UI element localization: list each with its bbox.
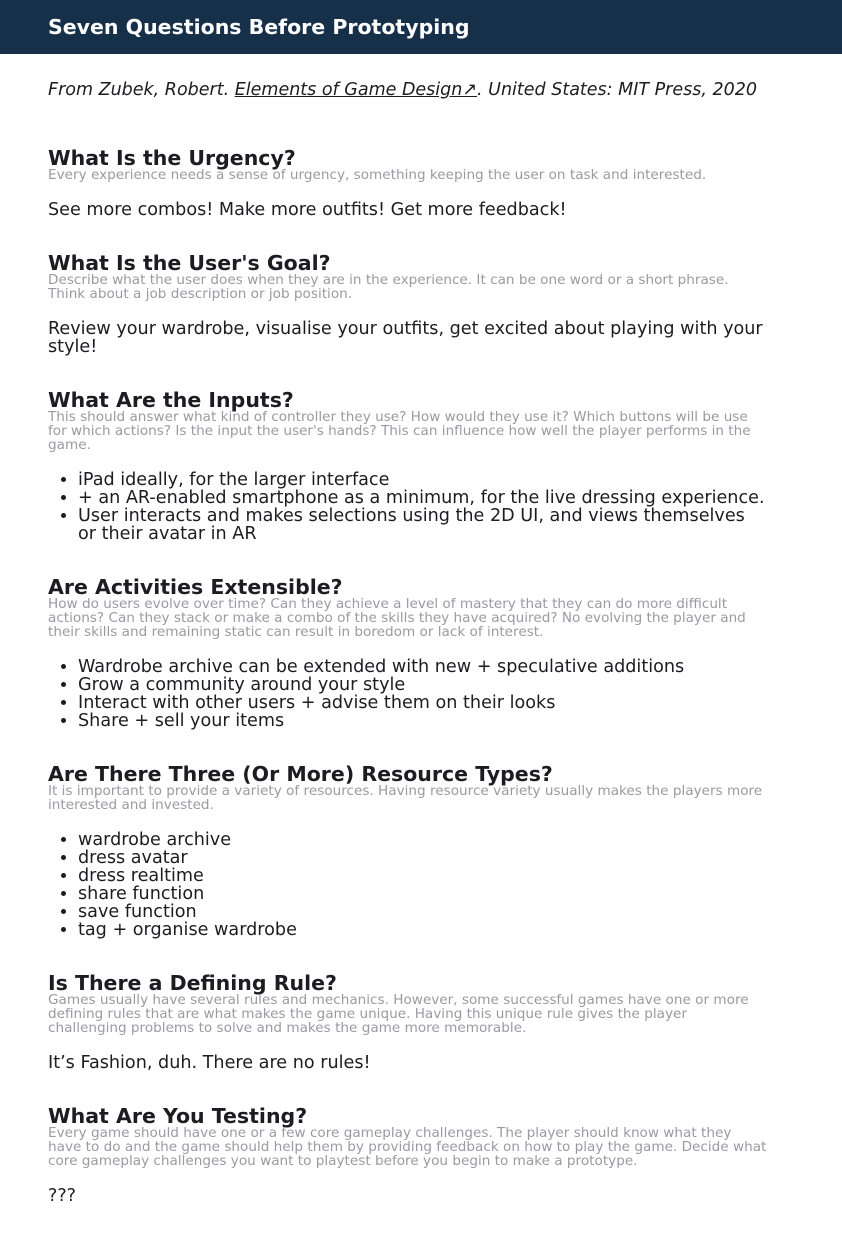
section-user-goal	[48, 253, 768, 356]
list-item: • Share + sell your items	[78, 712, 768, 730]
section-heading: What Is the Urgency?	[48, 146, 296, 170]
section-resource-types	[48, 764, 768, 939]
citation-suffix: . United States: MIT Press, 2020	[477, 80, 758, 100]
section-list	[48, 658, 768, 730]
section-urgency	[48, 148, 768, 219]
section-heading: What Are You Testing?	[48, 1104, 308, 1128]
section-answer: ???	[48, 1186, 77, 1206]
section-list	[48, 471, 768, 543]
list-item: • Wardrobe archive can be extended with new + speculative additions	[78, 658, 768, 676]
list-item: • dress avatar	[78, 849, 768, 867]
section-description: This should answer what kind of controller they use? How would they use it? Which buttons will be use for which actions? Is the input the user's hands? This can influence how well the player performs in the game.	[48, 409, 751, 453]
section-description: Every game should have one or a few core gameplay challenges. The player should know what they have to do and the game should help them by providing feedback on how to play the game. Decide what core gameplay challenges you want to playtest before you begin to make a prototype.	[48, 1125, 767, 1169]
section-heading: What Is the User's Goal?	[48, 251, 331, 275]
section-extensible	[48, 577, 768, 730]
citation-prefix: From Zubek, Robert.	[48, 80, 235, 100]
section-description: How do users evolve over time? Can they achieve a level of mastery that they can do more difficult actions? Can they stack or make a combo of the skills they have acquired? No evolving the player and their skills and remaining static can result in boredom or lack of interest.	[48, 596, 746, 640]
section-description: Describe what the user does when they are in the experience. It can be one word or a short phrase. Think about a job description or job position.	[48, 272, 729, 302]
section-description: It is important to provide a variety of resources. Having resource variety usually makes the players more interested and invested.	[48, 783, 763, 813]
section-description: Games usually have several rules and mechanics. However, some successful games have one or more defining rules that are what makes the game unique. Having this unique rule gives the player challenging problems to solve and makes the game more memorable.	[48, 992, 749, 1036]
section-testing	[48, 1106, 768, 1205]
list-item: • User interacts and makes selections using the 2D UI, and views themselves or their avatar in AR	[78, 507, 768, 543]
section-list	[48, 831, 768, 939]
section-heading: Is There a Defining Rule?	[48, 971, 337, 995]
section-description: Every experience needs a sense of urgency, something keeping the user on task and interested.	[48, 167, 707, 183]
section-answer: It’s Fashion, duh. There are no rules!	[48, 1053, 371, 1073]
list-item: • iPad ideally, for the larger interface	[78, 471, 768, 489]
section-answer: Review your wardrobe, visualise your outfits, get excited about playing with your style!	[48, 319, 763, 357]
list-item: • save function	[78, 903, 768, 921]
section-heading: Are Activities Extensible?	[48, 575, 343, 599]
document-body	[0, 54, 816, 1205]
list-item: • Grow a community around your style	[78, 676, 768, 694]
book-link[interactable]: Elements of Game Design↗	[234, 80, 478, 100]
list-item: • share function	[78, 885, 768, 903]
list-item: • wardrobe archive	[78, 831, 768, 849]
header-bar	[0, 0, 842, 54]
list-item: • + an AR-enabled smartphone as a minimum, for the live dressing experience.	[78, 489, 768, 507]
list-item: • dress realtime	[78, 867, 768, 885]
section-defining-rule	[48, 973, 768, 1072]
list-item: • tag + organise wardrobe	[78, 921, 768, 939]
section-heading: Are There Three (Or More) Resource Types?	[48, 762, 553, 786]
citation	[48, 81, 768, 99]
page-title: Seven Questions Before Prototyping	[48, 15, 470, 39]
section-answer: See more combos! Make more outfits! Get more feedback!	[48, 200, 567, 220]
section-heading: What Are the Inputs?	[48, 388, 294, 412]
list-item: • Interact with other users + advise them on their looks	[78, 694, 768, 712]
section-inputs	[48, 390, 768, 543]
